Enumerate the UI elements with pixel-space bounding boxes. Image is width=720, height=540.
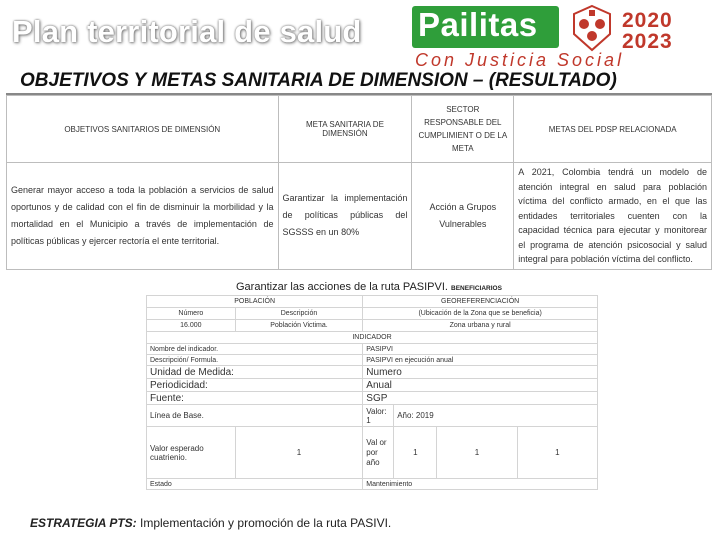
number-label: Número [147, 308, 236, 320]
description-value: Población Victima. [235, 320, 363, 332]
period-label: Periodicidad: [147, 379, 363, 392]
formula-value: PASIPVI en ejecución anual [363, 355, 598, 366]
source-label: Fuente: [147, 392, 363, 405]
population-label: POBLACIÓN [147, 296, 363, 308]
description-label: Descripción [235, 308, 363, 320]
unit-label: Unidad de Medida: [147, 366, 363, 379]
expected-per-year-label: Val or por año [363, 427, 394, 479]
baseline-year: Año: 2019 [394, 405, 598, 427]
georef-value: Zona urbana y rural [363, 320, 598, 332]
strategy-text: Implementación y promoción de la ruta PASIVI. [140, 516, 392, 530]
expected-first-value: 1 [235, 427, 363, 479]
expected-value-1: 1 [394, 427, 437, 479]
responsible-text: Acción a Grupos Vulnerables [412, 163, 514, 270]
indicator-label: INDICADOR [147, 332, 598, 344]
indicator-sheet-table [146, 295, 598, 490]
year-start: 2020 [622, 9, 673, 32]
expected-value-3: 1 [517, 427, 597, 479]
expected-label: Valor esperado cuatrienio. [147, 427, 236, 479]
header-goal: META SANITARIA DE DIMENSIÓN [278, 96, 412, 163]
period-value: Anual [363, 379, 598, 392]
strategy-line [30, 516, 391, 530]
baseline-label: Línea de Base. [147, 405, 363, 427]
source-value: SGP [363, 392, 598, 405]
georef-label: GEOREFERENCIACIÓN [363, 296, 598, 308]
route-title-text: Garantizar las acciones de la ruta PASIPVI. [236, 281, 448, 293]
header-pdsp-goal: METAS DEL PDSP RELACIONADA [514, 96, 712, 163]
number-value: 16.000 [147, 320, 236, 332]
unit-value: Numero [363, 366, 598, 379]
route-title-suffix: BENEFICIARIOS [451, 285, 502, 292]
indicator-name-label: Nombre del indicador. [147, 344, 363, 355]
indicator-name-value: PASIPVI [363, 344, 598, 355]
banner-title: Plan territorial de salud [12, 14, 362, 49]
pdsp-goal-text: A 2021, Colombia tendrá un modelo de atención integral en salud para población víctima del conflicto armado, en el que las entidades territoriales cuenten con la capacidad técnica para ejecutar y monitorear el programa de atención psicosocial y salud integral para población víctima del conflicto. [514, 163, 712, 270]
state-value: Mantenimiento [363, 479, 598, 490]
route-title [236, 281, 502, 293]
strategy-label: ESTRATEGIA PTS: [30, 516, 137, 530]
brand-logo-name: Pailitas [418, 6, 538, 43]
objectives-header-row [7, 96, 712, 163]
baseline-value: Valor: 1 [363, 405, 394, 427]
objective-text: Generar mayor acceso a toda la población a servicios de salud oportunos y de calidad con el fin de disminuir la morbilidad y la mortalidad en el Municipio a través de implementación de políticas públicas y ejercer rectoría el ente territorial. [7, 163, 279, 270]
brand-logo-tagline: Con Justicia Social [415, 50, 625, 70]
objectives-table [6, 95, 712, 270]
objectives-row [7, 163, 712, 270]
page-title: OBJETIVOS Y METAS SANITARIA DE DIMENSION – (RESULTADO) [20, 70, 617, 91]
municipal-seal-icon [570, 4, 614, 54]
period-years [622, 10, 673, 52]
year-end: 2023 [622, 30, 673, 53]
georef-sub: (Ubicación de la Zona que se beneficia) [363, 308, 598, 320]
goal-text: Garantizar la implementación de políticas públicas del SGSSS en un 80% [278, 163, 412, 270]
header-responsible: SECTOR RESPONSABLE DEL CUMPLIMIENT O DE LA META [412, 96, 514, 163]
header-objectives: OBJETIVOS SANITARIOS DE DIMENSIÓN [7, 96, 279, 163]
banner [0, 0, 720, 70]
state-label: Estado [147, 479, 363, 490]
formula-label: Descripción/ Formula. [147, 355, 363, 366]
expected-value-2: 1 [437, 427, 517, 479]
